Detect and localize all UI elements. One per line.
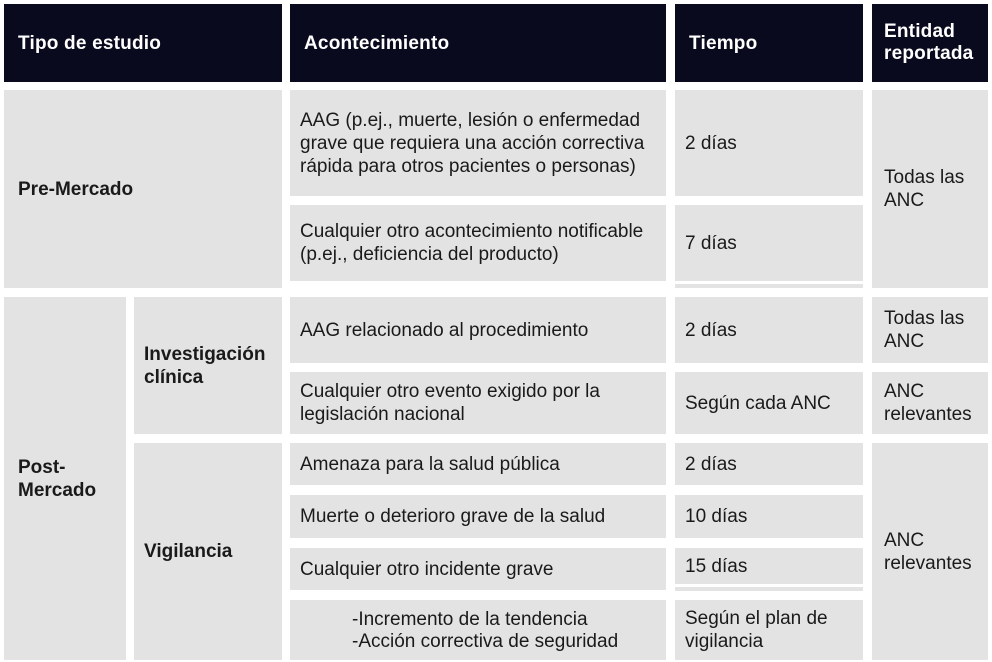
clinical-investigation-label-text: Investigación clínica xyxy=(144,343,266,388)
vigilance-label xyxy=(134,443,282,660)
header-entity xyxy=(872,4,988,82)
vigilance-event-2 xyxy=(290,495,666,538)
vigilance-time-3-text: 15 días xyxy=(685,555,748,577)
pre-market-event-2-text: Cualquier otro acontecimiento notificable (p.ej., deficiencia del producto) xyxy=(300,221,644,265)
header-event xyxy=(290,4,666,82)
vigilance-time-3 xyxy=(675,548,863,584)
clinical-entity-2-text: ANC relevantes xyxy=(884,381,972,425)
vigilance-trend-time xyxy=(675,600,863,660)
post-market-label xyxy=(4,297,126,660)
header-event-label: Acontecimiento xyxy=(304,32,450,54)
clinical-entity-1-text: Todas las ANC xyxy=(884,308,965,352)
pre-market-event-1-text: AAG (p.ej., muerte, lesión o enfermedad grave que requiera una acción correctiva rápida para otros pacientes o personas) xyxy=(300,109,645,177)
trend-item-1: -Incremento de la tendencia xyxy=(352,609,588,630)
vigilance-event-2-text: Muerte o deterioro grave de la salud xyxy=(300,506,606,527)
header-time-label: Tiempo xyxy=(689,32,758,54)
pre-market-entity-text: Todas las ANC xyxy=(884,167,965,211)
clinical-event-1-text: AAG relacionado al procedimiento xyxy=(300,319,589,341)
header-time xyxy=(675,4,863,82)
pre-market-entity xyxy=(872,90,988,288)
header-study-type xyxy=(4,4,282,82)
clinical-entity-1 xyxy=(872,297,988,363)
pre-market-label xyxy=(4,90,282,288)
vigilance-event-3-text: Cualquier otro incidente grave xyxy=(300,558,554,580)
clinical-entity-2 xyxy=(872,372,988,434)
clinical-event-2-text: Cualquier otro evento exigido por la legislación nacional xyxy=(300,381,600,425)
post-market-label-text: Post-Mercado xyxy=(18,456,97,501)
vigilance-trend-time-text: Según el plan de vigilancia xyxy=(685,608,828,652)
vigilance-event-1 xyxy=(290,443,666,485)
clinical-time-1 xyxy=(675,297,863,363)
vigilance-event-1-text: Amenaza para la salud pública xyxy=(300,453,560,475)
pre-market-time-2 xyxy=(675,205,863,281)
clinical-event-2 xyxy=(290,372,666,434)
vigilance-entity-text: ANC relevantes xyxy=(884,529,972,574)
clinical-time-1-text: 2 días xyxy=(685,319,737,341)
pre-market-time-1-text: 2 días xyxy=(685,132,737,154)
vigilance-label-text: Vigilancia xyxy=(144,541,233,562)
clinical-event-1 xyxy=(290,297,666,363)
vigilance-event-3 xyxy=(290,548,666,590)
vigilance-time-2-text: 10 días xyxy=(685,506,748,527)
vigilance-time-1 xyxy=(675,443,863,485)
trend-item-2: -Acción correctiva de seguridad xyxy=(352,631,619,652)
pre-market-event-2 xyxy=(290,205,666,281)
vigilance-trend-list xyxy=(290,600,666,660)
clinical-time-2 xyxy=(675,372,863,434)
clinical-investigation-label xyxy=(134,297,282,434)
clinical-time-2-text: Según cada ANC xyxy=(685,392,831,414)
vigilance-time-1-text: 2 días xyxy=(685,453,737,475)
row-separator-tick xyxy=(675,587,863,591)
header-entity-label: Entidad reportada xyxy=(884,21,974,64)
pre-market-time-2-text: 7 días xyxy=(685,232,737,254)
pre-market-time-1 xyxy=(675,90,863,196)
pre-market-label-text: Pre-Mercado xyxy=(18,178,134,200)
trend-item-1-text: Incremento de la tendencia xyxy=(358,609,588,630)
header-study-type-label: Tipo de estudio xyxy=(18,32,162,54)
vigilance-time-2 xyxy=(675,495,863,538)
trend-item-2-text: Acción correctiva de seguridad xyxy=(358,631,619,652)
pre-market-event-1 xyxy=(290,90,666,196)
row-separator-tick xyxy=(675,284,863,288)
vigilance-entity xyxy=(872,443,988,660)
